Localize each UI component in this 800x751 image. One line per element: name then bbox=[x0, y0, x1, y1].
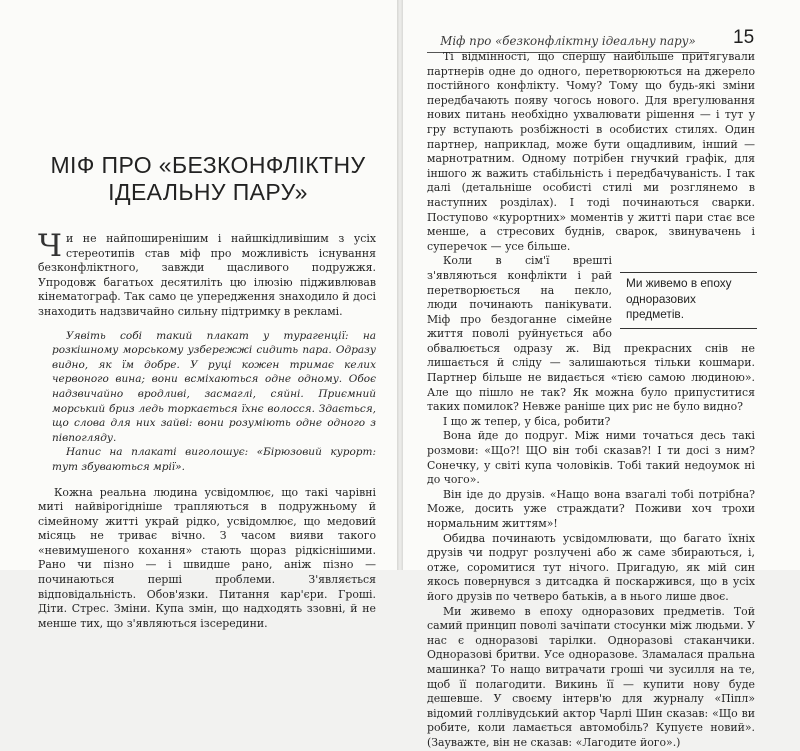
body-paragraph: Кожна реальна людина усвідомлює, що такі чарівні миті найвірогідніше трапляються в подружньому й сімейному житті украй рідко, усвідомлює, що медовий місяць не триває вічно. З часом вияви такого «невимушеного кохання» стають щораз рідкіснішими. Рано чи пізно — і швидше рано, аніж пізно — починаються перші проблеми. З'являється відповідальність. Обов'язки. Питання кар'єри. Гроші. Діти. Стрес. Зміни. Купа змін, що надходять ззовні, й не менше тих, що з'являються ізсередини. bbox=[38, 485, 376, 630]
body-paragraph: Ми живемо в епоху одноразових предметів. Той самий принцип поволі зачіпати стосунки між людьми. У нас є одноразові тарілки. Одноразові стаканчики. Одноразові бритви. Усе одноразове. Зламалася пральна машинка? То нащо витрачати гроші чи зусилля на те, щоб її полагодити. Викинь її — купити нову буде дешевше. У своєму інтерв'ю для журналу «Пiпл» відомий голлівудський актор Чарлі Шин сказав: «Що ви робите, коли ламається автомобіль? Купуєте новий». (Зауважте, він не сказав: «Лагодите його».) bbox=[427, 604, 755, 749]
poster-quote bbox=[38, 329, 376, 475]
body-paragraph: Коли в сім'ї врешті з'являються конфлікти і рай перетворюється на пекло, люди починають панікувати. Міф про бездоганне сімейне життя поволі руйнується або обвалюється одразу ж. Від прекрасних снів не лишається й сліду — залишаються тільки кошмари. Партнер більше не видається «тією самою людиною». Але що пішло не так? Як можна було припуститися таких помилок? Невже раніше цих рис не було видно? bbox=[427, 254, 755, 414]
chapter-title: МІФ ПРО «БЕЗКОНФЛІКТНУ ІДЕАЛЬНУ ПАРУ» bbox=[50, 152, 366, 205]
quote-paragraph: Уявіть собі такий плакат у турагенції: на розкішному морському узбережжі сидить пара. Одразу видно, як їм добре. У руці кожен тримає келих червоного вина; вони всміхаються одне одному. Обоє надзвичайно вродливі, засмаглі, сяйні. Приємний морський бриз ледь торкається їхнє волосся. Здається, що слова для них зайві: вони розуміють одне одного з півпогляду. bbox=[52, 329, 376, 444]
intro-text: и не найпоширенішим і найшкідливішим з усіх стереотипів став міф про можливість існування безконфліктного, завжди щасливого подружжя. Упродовж багатьох десятиліть цю ілюзію підживлював кінематограф. Так само це упередження знаходило й досі знаходить надзвичайно сильну підтримку в рекламі. bbox=[38, 232, 376, 318]
drop-cap: Ч bbox=[38, 228, 62, 264]
right-page-body bbox=[427, 50, 755, 751]
quote-paragraph: Напис на плакаті виголошує: «Бірюзовий курорт: тут збуваються мрії». bbox=[52, 446, 376, 473]
page-number: 15 bbox=[733, 27, 755, 48]
left-page bbox=[0, 0, 397, 630]
body-paragraph: І що ж тепер, у біса, робити? bbox=[443, 414, 611, 428]
right-page bbox=[403, 0, 800, 749]
body-paragraph: Обидва починають усвідомлювати, що багато їхніх друзів чи подруг розлучені або ж саме збираються, і, отже, соромитися тут нічого. Пригадую, як мій син якось повернувся з дитсадка й поскаржився, що в усіх його друзів по четверо батьків, а в нього лише двоє. bbox=[427, 531, 755, 603]
intro-paragraph bbox=[38, 228, 376, 320]
pull-quote: Ми живемо в епоху одноразових предметів. bbox=[620, 272, 757, 329]
running-head: Міф про «безконфліктну ідеальну пару» bbox=[427, 34, 709, 53]
body-paragraph: Вона йде до подруг. Між ними точаться десь такі розмови: «Що?! ЩО він тобі сказав?! І ти досі з ним? Сонечку, у світі купа чоловіків. Тобі такий недоумок ні до чого». bbox=[427, 429, 755, 487]
body-paragraph: Він іде до друзів. «Нащо вона взагалі тобі потрібна? Може, досить уже страждати? Поживи хоч трохи нормальним життям»! bbox=[427, 487, 755, 530]
body-paragraph: Ті відмінності, що спершу найбільше притягували партнерів одне до одного, перетворюються на джерело постійного конфлікту. Чому? Тому що будь-які зміни передбачають появу чогось нового. Для врегулювання нових питань необхідно ухвалювати рішення — і тут у гру вступають розбіжності в особистих стилях. Один партнер, наприклад, може бути ощадливим, інший — марнотратним. Одному потрібен гнучкий графік, для іншого ж важить стабільність і передбачуваність. І так далі (детальніше особисті стилі ми розглянемо в наступних розділах). І тоді починаються сварки. Поступово «курортних» моментів у житті пари стає все менше, а стресових буднів, сварок, звинувачень і суперечок — усе більше. bbox=[427, 50, 755, 253]
left-page-body bbox=[38, 228, 376, 631]
